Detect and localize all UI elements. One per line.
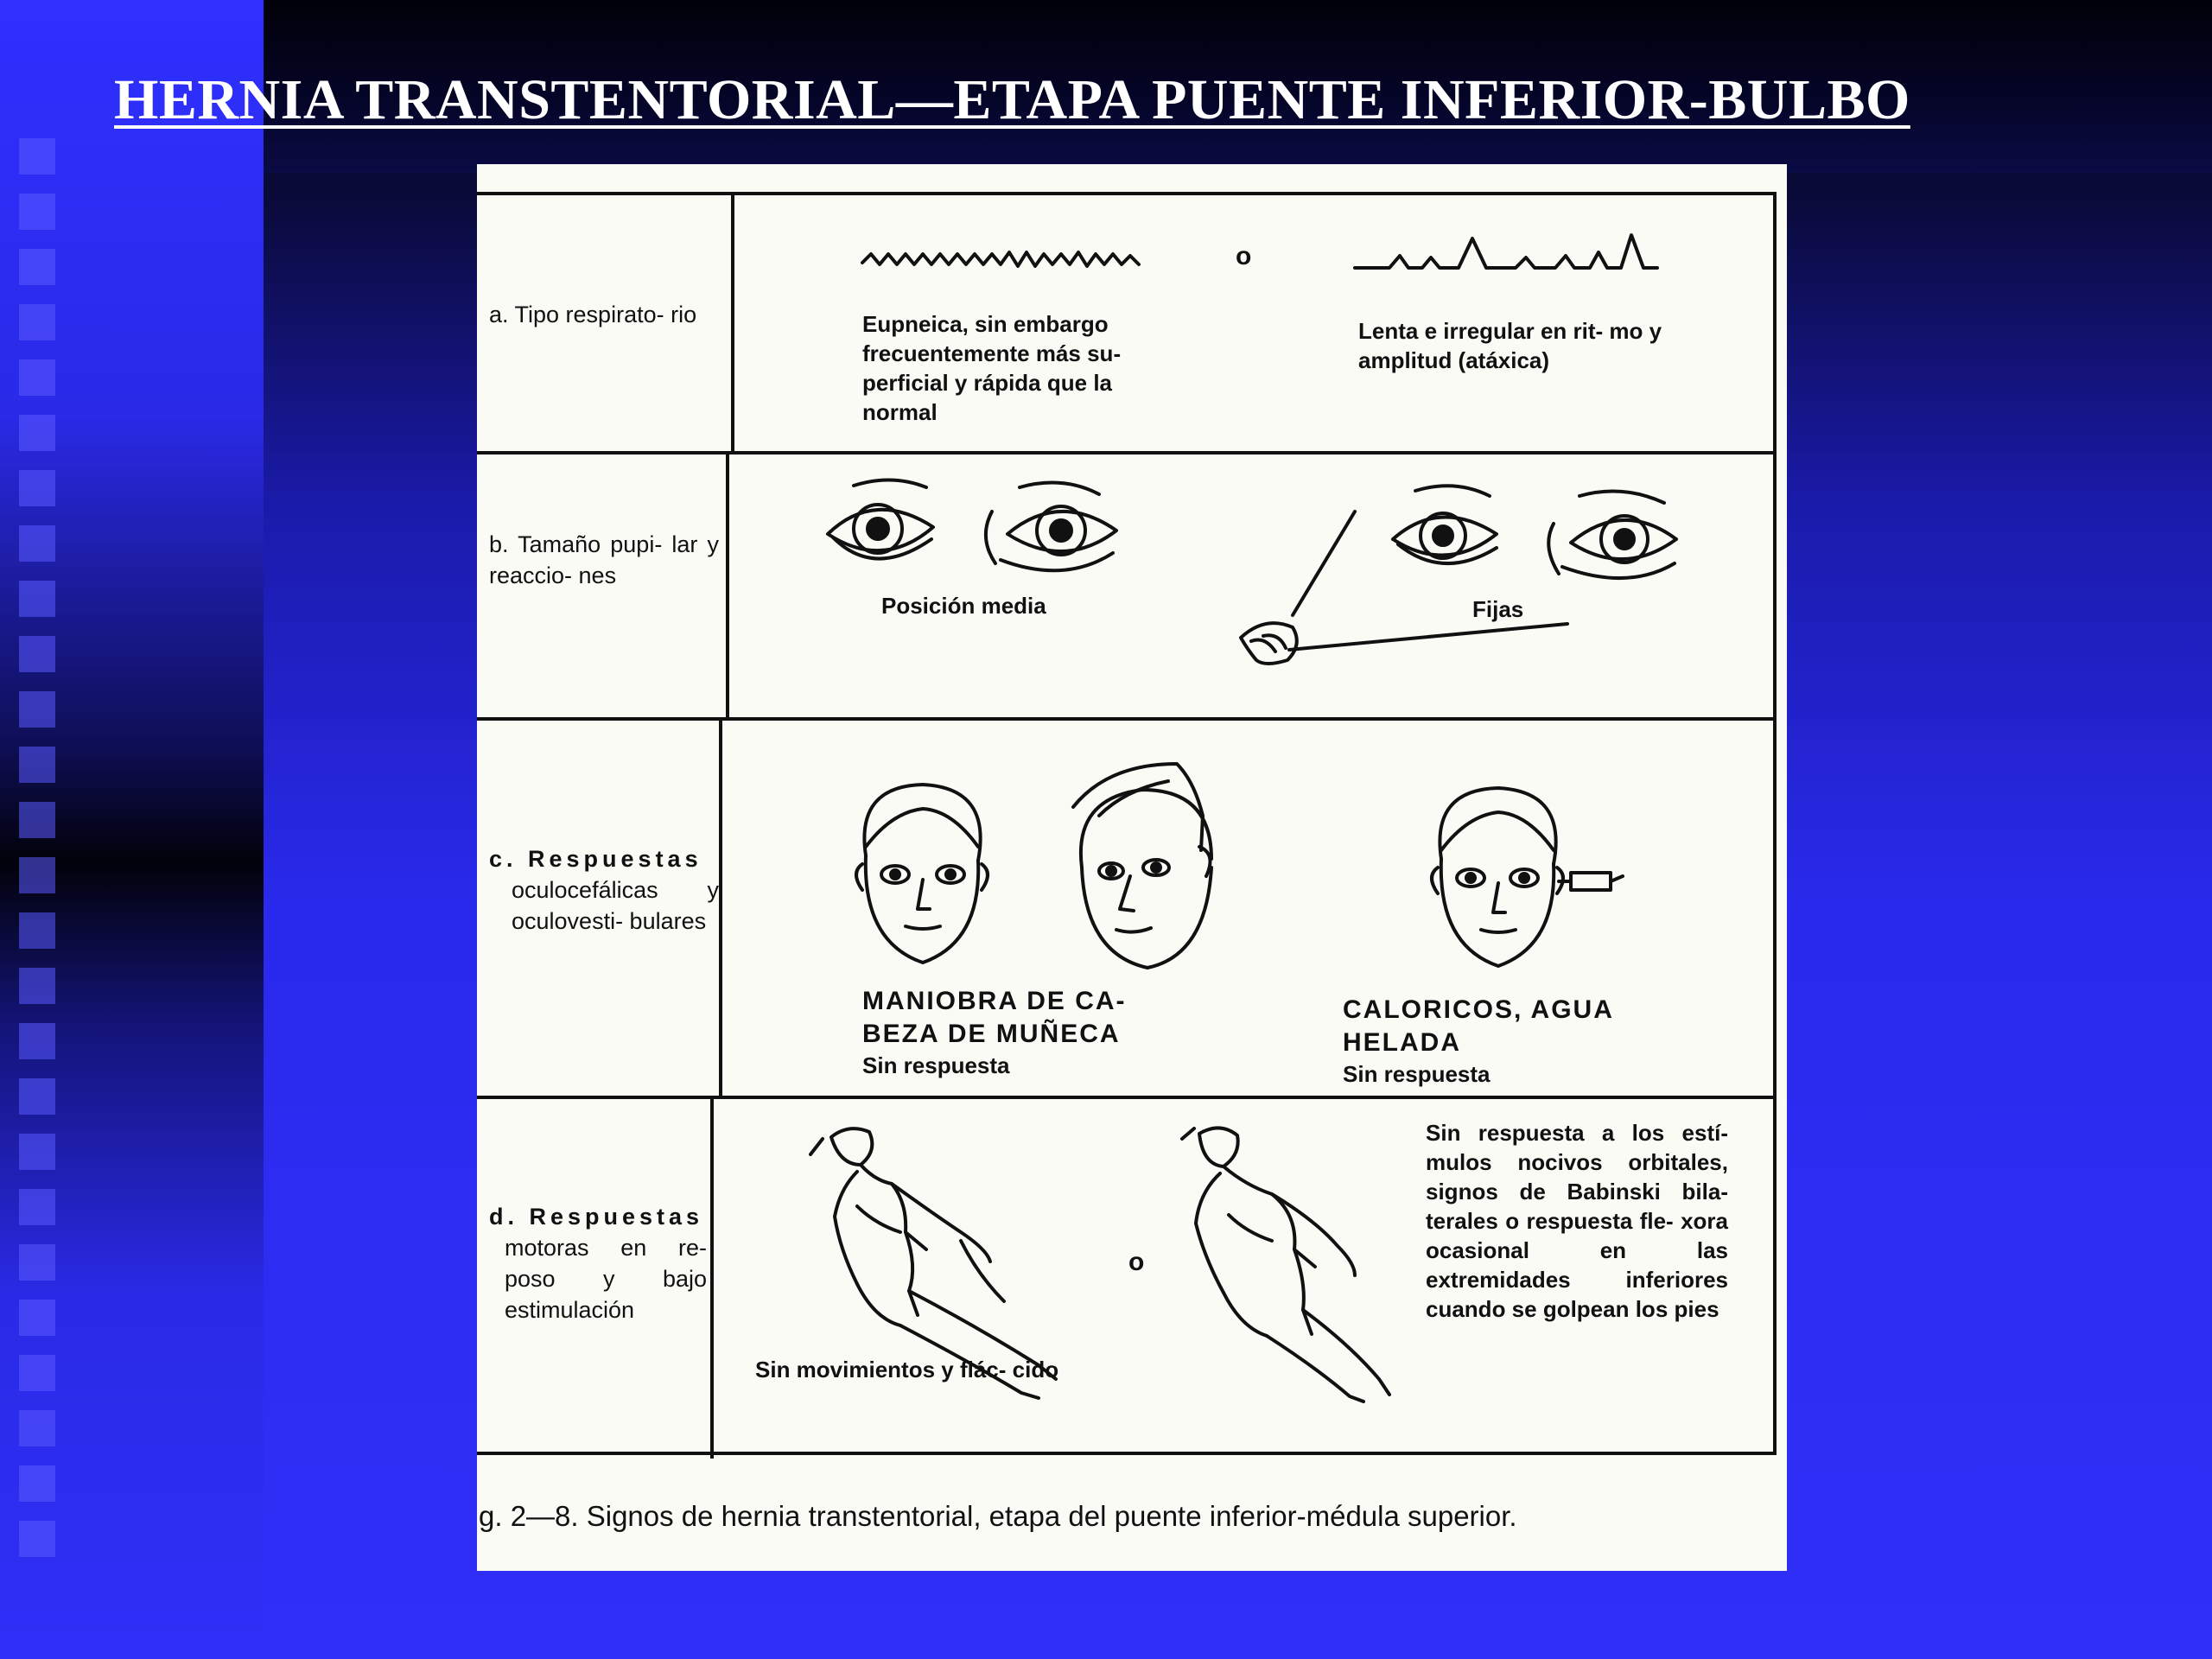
row-label-head: d. Respuestas <box>489 1204 704 1230</box>
row-oculocephalic <box>477 721 1773 1099</box>
motor-body-icon <box>1151 1120 1462 1405</box>
separator-o: o <box>1128 1248 1145 1276</box>
motor-right-text: Sin respuesta a los estí- mulos nocivos orbitales, signos de Babinski bila- terales o respuesta fle- xora ocasional en las extremidades inferiores cuando se golpean los pies <box>1426 1120 1728 1322</box>
row-respiration <box>477 195 1773 454</box>
separator-o: o <box>1236 242 1252 270</box>
row-label: b. Tamaño pupi- lar y reaccio- nes <box>489 531 719 588</box>
decor-squares <box>19 138 57 1576</box>
caloric-title: CALORICOS, AGUA HELADA <box>1343 995 1613 1057</box>
caloric-result: Sin respuesta <box>1343 1061 1491 1087</box>
respiration-left-text: Eupneica, sin embargo frecuentemente más su- perficial y rápida que la normal <box>862 311 1122 425</box>
dolls-eye-title: MANIOBRA DE CA- BEZA DE MUÑECA <box>862 987 1127 1048</box>
row-label: a. Tipo respirato- rio <box>489 302 697 327</box>
row-pupils <box>477 454 1773 721</box>
pupils-right-text: Fijas <box>1472 596 1524 622</box>
figure-table <box>477 192 1777 1455</box>
slide-title: HERNIA TRANSTENTORIAL—ETAPA PUENTE INFERIOR-BULBO <box>114 68 1910 131</box>
figure-image <box>477 164 1787 1571</box>
face-caloric-icon <box>1415 781 1631 980</box>
respiration-right-text: Lenta e irregular en rit- mo y amplitud (atáxica) <box>1358 318 1662 373</box>
row-label-head: c. Respuestas <box>489 846 702 872</box>
face-front-icon <box>840 778 1004 976</box>
respiration-pattern-regular <box>862 244 1139 278</box>
row-label: oculocefálicas y oculovesti- bulares <box>512 877 719 934</box>
flaccid-text: Sin movimientos y flác- cido <box>755 1357 1059 1382</box>
figure-caption: g. 2—8. Signos de hernia transtentorial, etapa del puente inferior-médula superior. <box>479 1500 1517 1532</box>
face-turned-icon <box>1047 755 1246 980</box>
dolls-eye-result: Sin respuesta <box>862 1052 1010 1078</box>
penlight-icon <box>1213 506 1628 679</box>
pupils-left-text: Posición media <box>881 593 1046 619</box>
respiration-pattern-ataxic <box>1355 226 1657 287</box>
row-label: motoras en re- poso y bajo estimulación <box>505 1235 707 1323</box>
row-motor <box>477 1099 1773 1459</box>
eyes-mid-position-icon <box>823 477 1151 589</box>
